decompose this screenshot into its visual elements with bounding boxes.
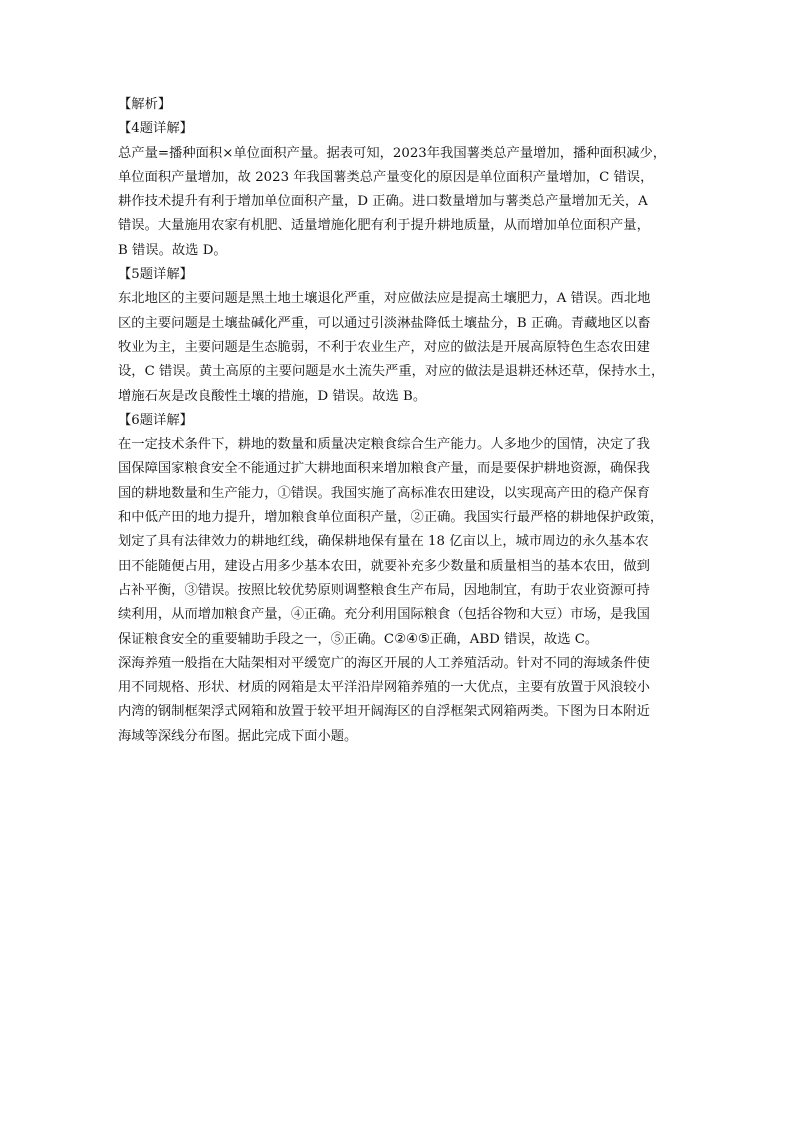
paragraph-line: 占补平衡，③错误。按照比较优势原则调整粮食生产布局，因地制宜，有助于农业资源可持: [118, 582, 650, 598]
paragraph-line: B 错误。故选 D。: [118, 242, 227, 258]
paragraph-line: 耕作技术提升有利于增加单位面积产量，D 正确。进口数量增加与薯类总产量增加无关，A: [118, 194, 648, 210]
paragraph-line: 增施石灰是改良酸性土壤的措施，D 错误。故选 B。: [118, 388, 427, 404]
section-heading: 【5题详解】: [118, 267, 193, 283]
paragraph-line: 牧业为主，主要问题是生态脆弱，不利于农业生产，对应的做法是开展高原特色生态农田建: [118, 339, 650, 355]
paragraph-line: 区的主要问题是土壤盐碱化严重，可以通过引淡淋盐降低土壤盐分，B 正确。青藏地区以畜: [118, 315, 651, 331]
paragraph-line: 海域等深线分布图。据此完成下面小题。: [118, 728, 358, 744]
section-heading: 【4题详解】: [118, 121, 193, 137]
paragraph-line: 内湾的钢制框架浮式网箱和放置于较平坦开阔海区的自浮框架式网箱两类。下图为日本附近: [118, 704, 650, 720]
paragraph-line: 续利用，从而增加粮食产量，④正确。充分利用国际粮食（包括谷物和大豆）市场，是我国: [118, 607, 650, 623]
paragraph-line: 总产量=播种面积×单位面积产量。据表可知，2023年我国薯类总产量增加，播种面积减少，: [118, 145, 667, 161]
analysis-label: 【解析】: [118, 97, 172, 112]
paragraph-line: 用不同规格、形状、材质的网箱是太平洋沿岸网箱养殖的一大优点，主要有放置于风浪较小: [118, 680, 650, 696]
section-heading: 【6题详解】: [118, 412, 193, 428]
section-q5: [118, 263, 678, 409]
paragraph-line: 设，C 错误。黄土高原的主要问题是水土流失严重，对应的做法是退耕还林还草，保持水土，: [118, 364, 665, 380]
section-q6: [118, 409, 678, 652]
paragraph-line: 深海养殖一般指在大陆架相对平缓宽广的海区开展的人工养殖活动。针对不同的海域条件使: [118, 655, 650, 671]
intro-paragraph: [118, 652, 678, 749]
document-body: [118, 93, 678, 749]
paragraph-line: 东北地区的主要问题是黑土地土壤退化严重，对应做法应是提高土壤肥力，A 错误。西北地: [118, 291, 651, 307]
paragraph-line: 错误。大量施用农家有机肥、适量增施化肥有利于提升耕地质量，从而增加单位面积产量，: [118, 218, 650, 234]
paragraph-line: 国保障国家粮食安全不能通过扩大耕地面积来增加粮食产量，而是要保护耕地资源，确保我: [118, 461, 650, 477]
paragraph-line: 划定了具有法律效力的耕地红线，确保耕地保有量在 18 亿亩以上，城市周边的永久基本农: [118, 534, 649, 550]
paragraph-line: 田不能随便占用，建设占用多少基本农田，就要补充多少数量和质量相当的基本农田，做到: [118, 558, 650, 574]
section-q4: [118, 117, 678, 263]
paragraph-line: 国的耕地数量和生产能力，①错误。我国实施了高标准农田建设，以实现高产田的稳产保育: [118, 485, 650, 501]
paragraph-line: 单位面积产量增加，故 2023 年我国薯类总产量变化的原因是单位面积产量增加，C 错误，: [118, 169, 654, 185]
paragraph-line: 在一定技术条件下，耕地的数量和质量决定粮食综合生产能力。人多地少的国情，决定了我: [118, 437, 650, 453]
paragraph-line: 保证粮食安全的重要辅助手段之一，⑤正确。C②④⑤正确，ABD 错误，故选 C。: [118, 631, 599, 647]
paragraph-line: 和中低产田的地力提升，增加粮食单位面积产量，②正确。我国实行最严格的耕地保护政策，: [118, 510, 664, 526]
